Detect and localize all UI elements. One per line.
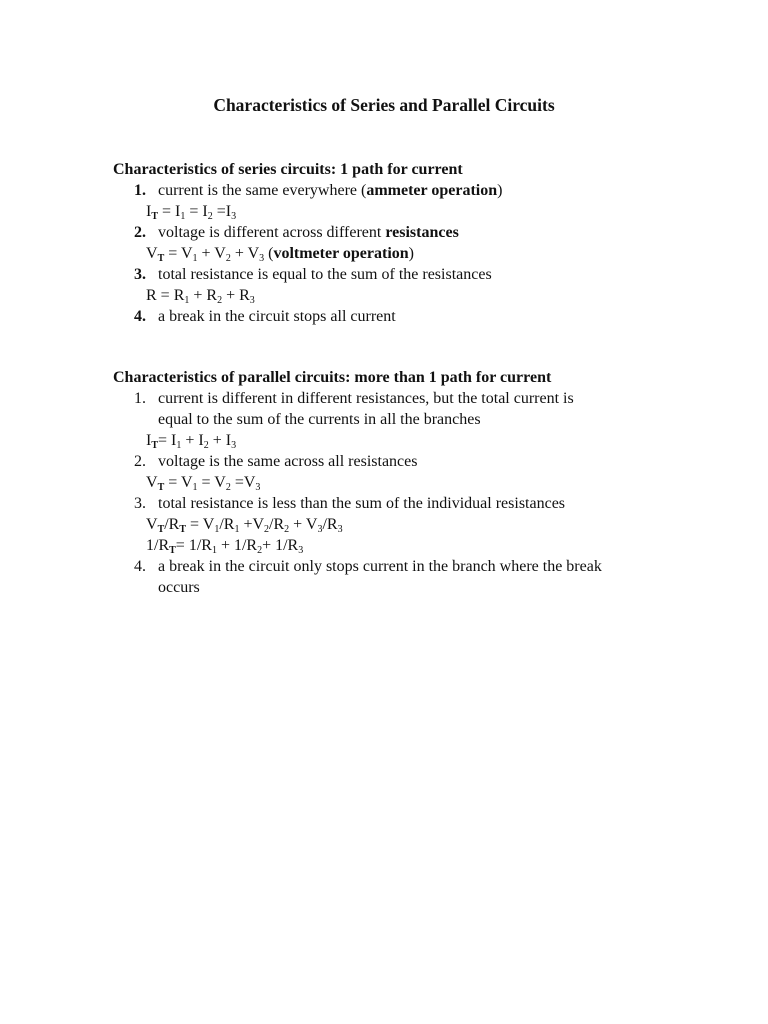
parallel-item-3 [113,493,673,556]
series-item-4-text: a break in the circuit stops all current [158,308,396,325]
series-item-3-text: total resistance is equal to the sum of the resistances [158,266,492,283]
parallel-item-3-text: total resistance is less than the sum of the individual resistances [158,495,566,512]
series-voltage-equation: $V_T = V_1 + V_2 + V_3$ (voltmeter operation) [146,245,414,264]
parallel-heading: Characteristics of parallel circuits: more than 1 path for current [113,369,552,386]
parallel-current-equation: $I_T= I_1 + I_2 + I_3$ [146,432,237,451]
series-resistance-equation: $R = R_1 + R_2 + R_3$ [146,287,255,306]
list-number: 1. [134,390,146,407]
parallel-voltage-equation: $V_T = V_1 = V_2 =V_3$ [146,474,261,493]
series-item-2-text: voltage is different across different resistances [158,224,459,241]
parallel-ohms-equation: $V_T/R_T = V_1/R_1 +V_2/R_2 + V_3/R_3$ [146,516,343,535]
series-heading: Characteristics of series circuits: 1 path for current [113,161,463,178]
list-number: 1. [134,182,146,199]
series-section [113,159,673,327]
parallel-item-4-line1: a break in the circuit only stops current in the branch where the break [158,558,602,575]
series-list [113,180,673,327]
parallel-item-4-line2: occurs [158,579,200,596]
series-item-1 [113,180,673,222]
list-number: 3. [134,266,146,283]
series-current-equation: $I_T = I_1 = I_2 =I_3$ [146,203,237,222]
parallel-item-1 [113,388,673,451]
list-number: 4. [134,308,146,325]
parallel-item-1-line2: equal to the sum of the currents in all the branches [158,411,481,428]
document-title: Characteristics of Series and Parallel Circuits [213,95,555,115]
list-number: 2. [134,224,146,241]
list-number: 2. [134,453,146,470]
parallel-item-2 [113,451,673,493]
parallel-section [113,367,673,598]
list-number: 3. [134,495,146,512]
series-item-1-text: current is the same everywhere (ammeter operation) [158,182,503,199]
parallel-item-2-text: voltage is the same across all resistances [158,453,418,470]
parallel-item-4 [113,556,673,598]
parallel-item-1-line1: current is different in different resistances, but the total current is [158,390,574,407]
series-item-3 [113,264,673,306]
parallel-resistance-equation: $1/R_T= 1/R_1 + 1/R_2+ 1/R_3$ [146,537,304,556]
series-item-4 [113,306,673,327]
list-number: 4. [134,558,146,575]
series-item-2 [113,222,673,264]
parallel-list [113,388,673,598]
